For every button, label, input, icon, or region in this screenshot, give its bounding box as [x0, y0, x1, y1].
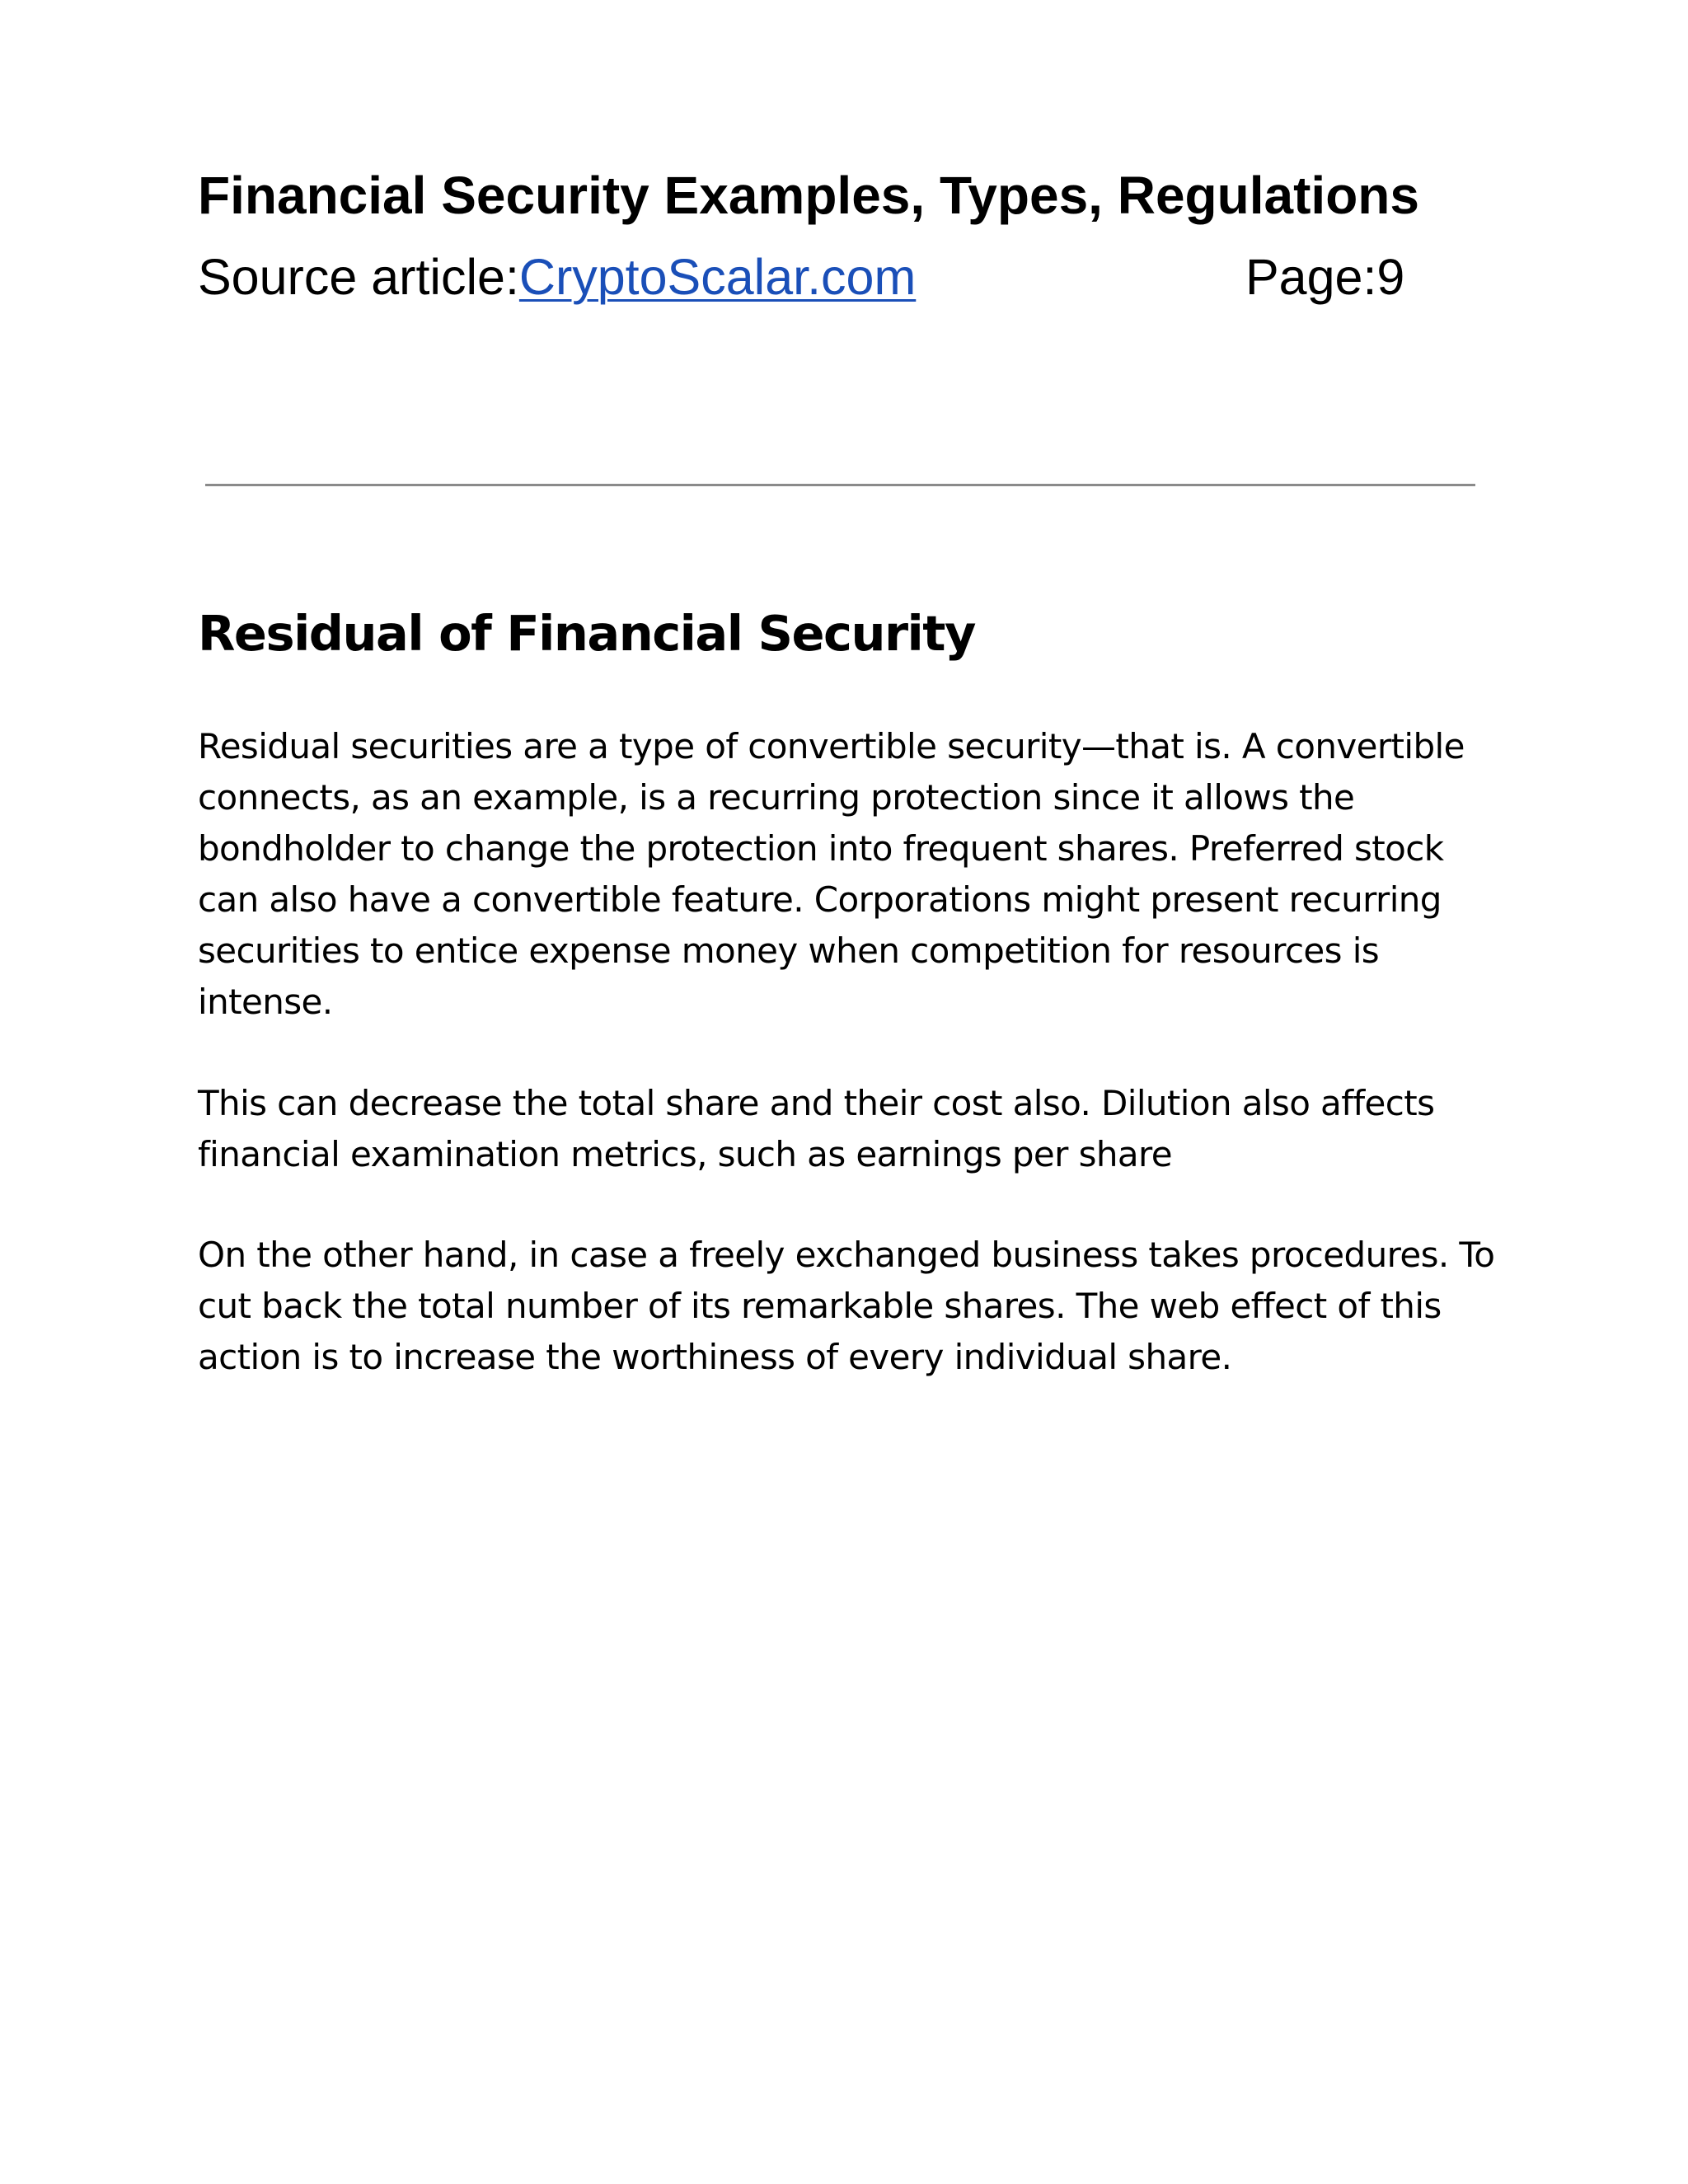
horizontal-divider: [205, 484, 1475, 486]
source-link[interactable]: CryptoScalar.com: [518, 249, 917, 305]
page-number: Page:9: [1245, 249, 1405, 305]
source-label: Source article:: [198, 249, 519, 305]
body-paragraph: This can decrease the total share and their cost also. Dilution also affects financial examination metrics, such as earnings per share: [198, 1083, 1435, 1174]
body-paragraph: Residual securities are a type of convertible security—that is. A convertible connects, as an example, is a recurring protection since it allows the bondholder to change the protection into frequent shares. Preferred stock can also have a convertible feature. Corporations might present recurring securities to entice expense money when competition for resources is intense.: [198, 726, 1465, 1022]
document-title: Financial Security Examples, Types, Regulations: [198, 166, 1419, 225]
body-paragraph: On the other hand, in case a freely exchanged business takes procedures. To cut back the total number of its remarkable shares. The web effect of this action is to increase the worthiness of every individual share.: [198, 1235, 1495, 1377]
source-article-line: [198, 246, 916, 308]
section-heading: Residual of Financial Security: [198, 605, 975, 662]
